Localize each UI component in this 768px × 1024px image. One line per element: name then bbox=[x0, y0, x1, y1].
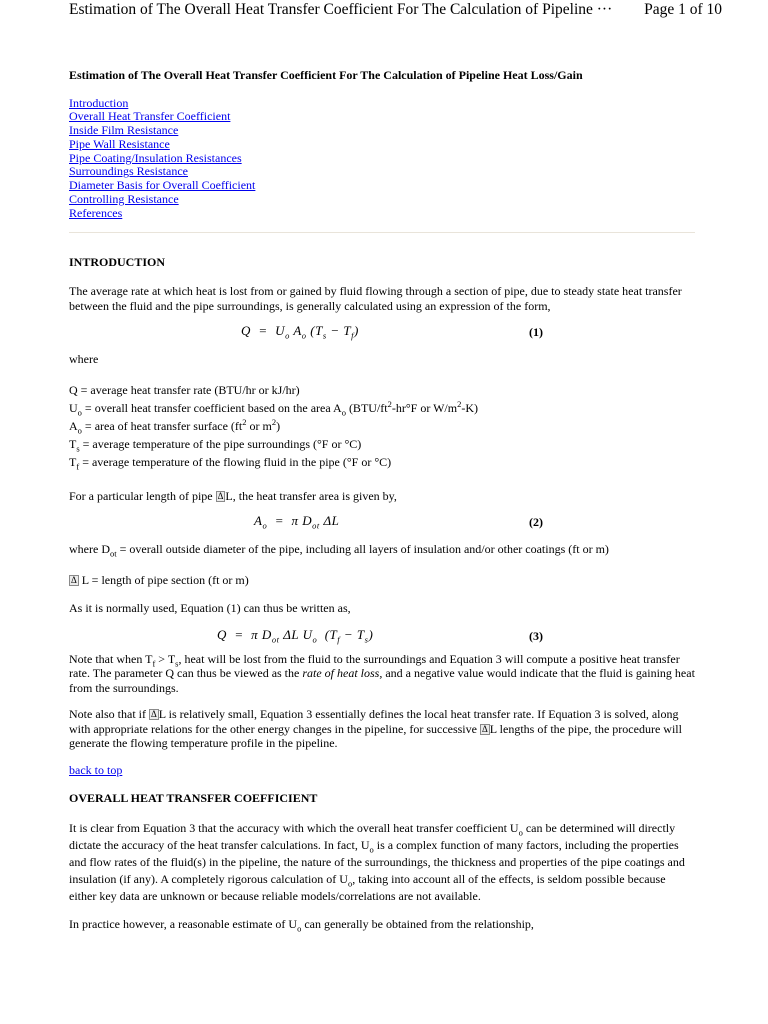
paragraph: Note that when $T_f > T_s$, heat will be lost from the fluid to the surroundings and Equation 3 will compute a positive heat transfer rate. The parameter Q can thus be viewed as the rate of heat loss, and a negative value would indicate that the fluid is gaining heat from the surroundings. bbox=[69, 651, 695, 695]
delta-icon: Δ bbox=[71, 574, 77, 585]
equation-3 bbox=[69, 626, 695, 648]
paragraph: Note also that if Δ L is relatively small, Equation 3 essentially defines the local heat transfer rate. If Equation 3 is solved, along with appropriate relations for the other energy changes in the pipeline, for successive Δ L lengths of the pipe, the procedure will generate the flowing temperature profile in the pipeline. bbox=[69, 707, 682, 751]
definition-u: $U_o$ = overall heat transfer coefficient based on the area $A_o$ ($BTU/ft^2-hr^\circ F$ or $W/m^2-K$) bbox=[69, 398, 479, 418]
definition-a: $A_o$ = area of heat transfer surface ($ft^2$ or $m^2$) bbox=[69, 416, 281, 436]
paragraph-where: where bbox=[69, 352, 99, 367]
paragraph: As it is normally used, Equation (1) can thus be written as, bbox=[69, 601, 351, 616]
toc-link-diameter-basis[interactable]: Diameter Basis for Overall Coefficient bbox=[69, 178, 256, 193]
document-title: Estimation of The Overall Heat Transfer Coefficient For The Calculation of Pipeline Heat Loss/Gain bbox=[69, 68, 583, 82]
toc-link-coating-insulation[interactable]: Pipe Coating/Insulation Resistances bbox=[69, 150, 242, 165]
paragraph: In practice however, a reasonable estimate of $U_o$ can generally be obtained from the relationship, bbox=[69, 916, 534, 934]
equation-2-expression: $A_o = \pi$ $D_{ot}$ ΔL bbox=[254, 513, 340, 531]
equation-2 bbox=[69, 512, 695, 534]
equation-number: (2) bbox=[529, 515, 543, 530]
table-of-contents bbox=[69, 97, 695, 221]
toc-link-controlling-resistance[interactable]: Controlling Resistance bbox=[69, 192, 179, 207]
paragraph: where $D_{ot}$ = overall outside diameter of the pipe, including all layers of insulation and/or other coatings (ft or m) bbox=[69, 542, 609, 559]
section-divider bbox=[69, 232, 695, 233]
back-to-top-link[interactable]: back to top bbox=[69, 762, 123, 777]
definition-ts: $T_s$ = average temperature of the pipe surroundings (°F or °C) bbox=[69, 436, 362, 454]
document-body bbox=[69, 68, 695, 940]
toc-link-introduction[interactable]: Introduction bbox=[69, 95, 129, 110]
toc-link-overall-coefficient[interactable]: Overall Heat Transfer Coefficient bbox=[69, 109, 231, 124]
equation-1-expression: $Q = U_o$ $A_o$ $(T_s - T_f)$ bbox=[241, 323, 359, 341]
equation-1 bbox=[69, 322, 695, 344]
definition-q: Q = average heat transfer rate (BTU/hr or kJ/hr) bbox=[69, 382, 300, 397]
delta-icon: Δ bbox=[217, 490, 224, 501]
page-header bbox=[0, 0, 768, 26]
toc-link-references[interactable]: References bbox=[69, 205, 123, 220]
header-title: Estimation of The Overall Heat Transfer Coefficient For The Calculation of Pipeline ··· bbox=[69, 1, 613, 18]
paragraph: The average rate at which heat is lost from or gained by fluid flowing through a section of pipe, due to steady state heat transfer between the fluid and the pipe surroundings, is generally calculated using an expression of the form, bbox=[69, 284, 682, 313]
equation-3-expression: Q = π $D_{ot}$ ΔL $U_o$ $(T_f - T_s)$ bbox=[217, 626, 374, 645]
section-heading-overall-coefficient: OVERALL HEAT TRANSFER COEFFICIENT bbox=[69, 791, 318, 806]
back-to-top-paragraph bbox=[69, 763, 695, 778]
section-heading-introduction: INTRODUCTION bbox=[69, 254, 166, 269]
toc-link-pipe-wall[interactable]: Pipe Wall Resistance bbox=[69, 136, 170, 151]
definition-tf: $T_f$ = average temperature of the flowing fluid in the pipe (°F or °C) bbox=[69, 454, 392, 472]
toc-link-surroundings[interactable]: Surroundings Resistance bbox=[69, 164, 188, 179]
paragraph: For a particular length of pipe Δ L, the heat transfer area is given by, bbox=[69, 488, 397, 503]
paragraph: Δ L = length of pipe section (ft or m) bbox=[71, 572, 249, 587]
delta-icon: Δ bbox=[481, 723, 488, 734]
delta-icon: Δ bbox=[150, 709, 157, 720]
page-number: Page 1 of 10 bbox=[644, 1, 722, 18]
variable-definitions bbox=[69, 381, 695, 471]
equation-number: (1) bbox=[529, 325, 543, 340]
equation-number: (3) bbox=[529, 628, 543, 643]
paragraph: It is clear from Equation 3 that the accuracy with which the overall heat transfer coefficient $U_o$ can be determined will directly dictate the accuracy of the heat transfer calculations. In fact, $U_o$ is a complex function of many factors, including the properties and flow rates of the fluid(s) in the pipeline, the nature of the surroundings, the thickness and properties of the pipe coatings and insulation (if any). A completely rigorous calculation of $U_o$, taking into account all of the effects, is seldom possible because either key data are unknown or because reliable models/correlations are not available. bbox=[69, 820, 685, 903]
toc-link-inside-film[interactable]: Inside Film Resistance bbox=[69, 123, 179, 138]
